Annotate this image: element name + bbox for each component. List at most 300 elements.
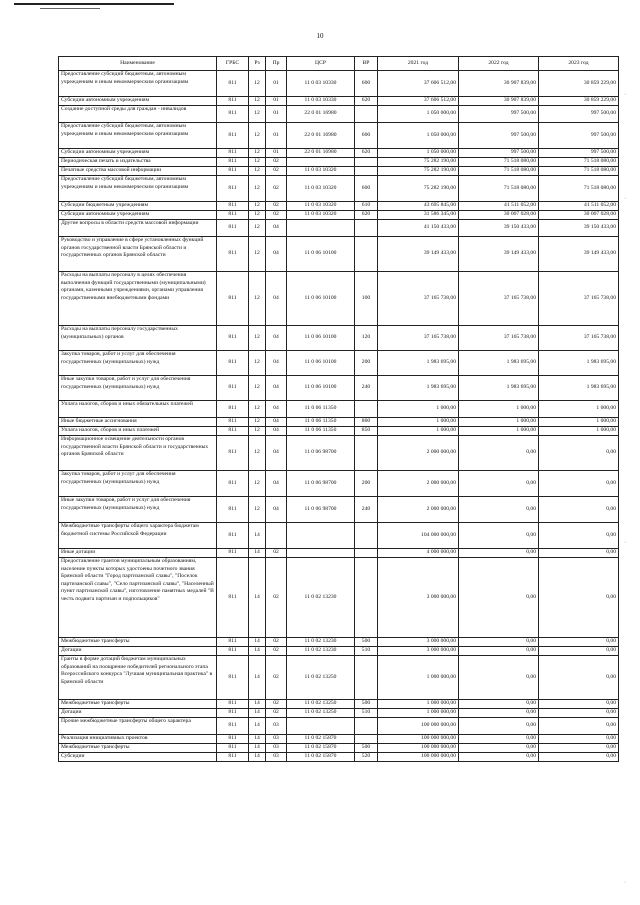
row-pr-cell <box>266 523 287 549</box>
row-pr-cell: 04 <box>266 497 287 523</box>
row-grbs-cell: 811 <box>217 647 249 656</box>
row-name-cell: Иные закупки товаров, работ и услуг для обеспечения государственных (муниципальных) нужд <box>59 497 217 523</box>
row-2021-cell: 1 050 000,00 <box>378 149 459 158</box>
table-row <box>59 176 619 202</box>
row-grbs-cell: 811 <box>217 549 249 558</box>
row-2022-cell: 71 518 080,00 <box>459 158 539 167</box>
row-pr-cell: 04 <box>266 272 287 326</box>
row-rz-cell: 12 <box>249 106 266 123</box>
table-row <box>59 744 619 753</box>
table-row <box>59 272 619 326</box>
row-2021-cell: 43 695 845,00 <box>378 202 459 211</box>
row-2022-cell: 0,00 <box>459 471 539 497</box>
row-pr-cell: 04 <box>266 237 287 272</box>
row-name-cell: Прочие межбюджетные трансферты общего характера <box>59 718 217 735</box>
row-grbs-cell: 811 <box>217 753 249 762</box>
row-2021-cell: 75 282 190,00 <box>378 167 459 176</box>
row-name-cell: Расходы на выплаты персоналу государственных (муниципальных) органов <box>59 326 217 351</box>
row-2021-cell: 1 050 000,00 <box>378 106 459 123</box>
row-2021-cell: 75 282 190,00 <box>378 158 459 167</box>
table-row <box>59 700 619 709</box>
row-grbs-cell: 811 <box>217 471 249 497</box>
row-csr-cell: 11 0 06 11350 <box>287 427 355 436</box>
row-2022-cell: 0,00 <box>459 638 539 647</box>
row-2023-cell: 0,00 <box>539 735 619 744</box>
table-row <box>59 220 619 237</box>
row-name-cell: Руководство и управление в сфере установленных функций органов государственной власти Брянской области и государственных органов Брянской области <box>59 237 217 272</box>
row-grbs-cell: 811 <box>217 220 249 237</box>
row-name-cell: Субсидии автономным учреждениям <box>59 97 217 106</box>
row-name-cell: Дотации <box>59 709 217 718</box>
row-pr-cell: 04 <box>266 351 287 376</box>
col-header-2022: 2022 год <box>459 57 539 71</box>
row-pr-cell: 04 <box>266 220 287 237</box>
table-row <box>59 718 619 735</box>
row-name-cell: Субсидии бюджетным учреждениям <box>59 202 217 211</box>
row-2021-cell: 75 282 190,00 <box>378 176 459 202</box>
table-row <box>59 106 619 123</box>
row-2022-cell: 39 150 433,00 <box>459 220 539 237</box>
row-rz-cell: 12 <box>249 97 266 106</box>
row-2021-cell: 1 000 000,00 <box>378 709 459 718</box>
row-pr-cell: 02 <box>266 700 287 709</box>
table-row <box>59 549 619 558</box>
row-2021-cell: 39 149 433,00 <box>378 237 459 272</box>
row-csr-cell: 11 0 02 13230 <box>287 638 355 647</box>
row-2023-cell: 0,00 <box>539 700 619 709</box>
col-header-2021: 2021 год <box>378 57 459 71</box>
row-vr-cell: 500 <box>355 638 378 647</box>
row-grbs-cell: 811 <box>217 401 249 418</box>
row-grbs-cell: 811 <box>217 123 249 149</box>
row-name-cell: Иные бюджетные ассигнования <box>59 418 217 427</box>
row-csr-cell <box>287 718 355 735</box>
row-2022-cell: 41 511 052,00 <box>459 202 539 211</box>
row-name-cell: Иные дотации <box>59 549 217 558</box>
table-row <box>59 753 619 762</box>
row-rz-cell: 12 <box>249 202 266 211</box>
row-2023-cell: 0,00 <box>539 753 619 762</box>
row-2022-cell: 0,00 <box>459 753 539 762</box>
row-csr-cell: 11 0 02 13250 <box>287 709 355 718</box>
row-name-cell: Межбюджетные трансферты <box>59 638 217 647</box>
row-2022-cell: 1 983 695,00 <box>459 351 539 376</box>
row-grbs-cell: 811 <box>217 418 249 427</box>
row-vr-cell <box>355 237 378 272</box>
row-grbs-cell: 811 <box>217 237 249 272</box>
row-2023-cell: 0,00 <box>539 497 619 523</box>
row-rz-cell: 12 <box>249 436 266 471</box>
row-2022-cell: 30 007 028,00 <box>459 211 539 220</box>
row-grbs-cell: 811 <box>217 71 249 97</box>
row-grbs-cell: 811 <box>217 211 249 220</box>
edge-mark: · <box>624 880 626 886</box>
row-pr-cell: 04 <box>266 326 287 351</box>
row-2022-cell: 0,00 <box>459 523 539 549</box>
row-csr-cell: 11 0 02 15870 <box>287 735 355 744</box>
row-2023-cell: 37 165 738,00 <box>539 326 619 351</box>
row-pr-cell: 04 <box>266 418 287 427</box>
row-pr-cell: 02 <box>266 709 287 718</box>
row-vr-cell <box>355 549 378 558</box>
table-row <box>59 326 619 351</box>
row-name-cell: Иные закупки товаров, работ и услуг для обеспечения государственных (муниципальных) нужд <box>59 376 217 401</box>
row-2021-cell: 100 000 000,00 <box>378 753 459 762</box>
row-2023-cell: 0,00 <box>539 558 619 638</box>
row-rz-cell: 14 <box>249 656 266 700</box>
row-2022-cell: 37 165 738,00 <box>459 326 539 351</box>
table-row <box>59 647 619 656</box>
row-2022-cell: 0,00 <box>459 656 539 700</box>
row-2023-cell: 997 500,00 <box>539 106 619 123</box>
col-header-vr: ВР <box>355 57 378 71</box>
table-header-row <box>59 57 619 71</box>
row-2023-cell: 30 859 229,00 <box>539 71 619 97</box>
row-2021-cell: 1 983 695,00 <box>378 376 459 401</box>
row-2022-cell: 30 907 839,00 <box>459 71 539 97</box>
row-2022-cell: 997 500,00 <box>459 149 539 158</box>
row-pr-cell: 04 <box>266 436 287 471</box>
row-2023-cell: 997 500,00 <box>539 123 619 149</box>
row-2023-cell: 30 007 028,00 <box>539 211 619 220</box>
row-vr-cell <box>355 656 378 700</box>
row-2021-cell: 100 000 000,00 <box>378 735 459 744</box>
row-vr-cell <box>355 718 378 735</box>
row-pr-cell: 01 <box>266 97 287 106</box>
row-rz-cell: 12 <box>249 71 266 97</box>
row-name-cell: Предоставление субсидий бюджетным, автономным учреждениям и иным некоммерческим организациям <box>59 71 217 97</box>
row-2022-cell: 0,00 <box>459 647 539 656</box>
table-row <box>59 471 619 497</box>
row-pr-cell: 01 <box>266 123 287 149</box>
row-2023-cell: 0,00 <box>539 471 619 497</box>
row-csr-cell: 11 0 06 10100 <box>287 272 355 326</box>
row-name-cell: Субсидии <box>59 753 217 762</box>
row-rz-cell: 14 <box>249 647 266 656</box>
row-csr-cell: 11 0 03 10320 <box>287 176 355 202</box>
row-pr-cell: 02 <box>266 638 287 647</box>
row-csr-cell: 11 0 06 10100 <box>287 351 355 376</box>
row-rz-cell: 12 <box>249 220 266 237</box>
row-grbs-cell: 811 <box>217 176 249 202</box>
row-name-cell: Предоставление субсидий бюджетным, автономным учреждениям и иным некоммерческим организациям <box>59 123 217 149</box>
row-name-cell: Уплата налогов, сборов и иных обязательных платежей <box>59 401 217 418</box>
row-rz-cell: 14 <box>249 753 266 762</box>
row-rz-cell: 12 <box>249 427 266 436</box>
row-csr-cell: 11 0 03 10320 <box>287 202 355 211</box>
row-vr-cell: 850 <box>355 427 378 436</box>
row-vr-cell: 520 <box>355 753 378 762</box>
row-2021-cell: 37 606 512,00 <box>378 97 459 106</box>
row-2021-cell: 3 000 000,00 <box>378 647 459 656</box>
row-2023-cell: 0,00 <box>539 709 619 718</box>
row-2022-cell: 0,00 <box>459 436 539 471</box>
row-rz-cell: 12 <box>249 351 266 376</box>
row-pr-cell: 02 <box>266 202 287 211</box>
row-csr-cell <box>287 158 355 167</box>
row-pr-cell: 03 <box>266 753 287 762</box>
table-row <box>59 735 619 744</box>
row-2023-cell: 71 518 080,00 <box>539 158 619 167</box>
row-pr-cell: 04 <box>266 376 287 401</box>
row-2023-cell: 1 983 695,00 <box>539 376 619 401</box>
row-2023-cell: 0,00 <box>539 638 619 647</box>
row-vr-cell <box>355 158 378 167</box>
row-pr-cell: 02 <box>266 647 287 656</box>
row-vr-cell: 800 <box>355 418 378 427</box>
row-2021-cell: 2 000 000,00 <box>378 497 459 523</box>
row-2022-cell: 0,00 <box>459 735 539 744</box>
row-rz-cell: 12 <box>249 418 266 427</box>
row-csr-cell: 11 0 06 98700 <box>287 436 355 471</box>
row-vr-cell <box>355 735 378 744</box>
row-rz-cell: 12 <box>249 158 266 167</box>
row-2022-cell: 997 500,00 <box>459 106 539 123</box>
row-2023-cell: 71 518 080,00 <box>539 167 619 176</box>
row-2021-cell: 31 586 345,00 <box>378 211 459 220</box>
row-rz-cell: 14 <box>249 735 266 744</box>
table-row <box>59 211 619 220</box>
table-row <box>59 656 619 700</box>
row-csr-cell: 11 0 02 15870 <box>287 753 355 762</box>
row-2023-cell: 30 859 229,00 <box>539 97 619 106</box>
row-2022-cell: 997 500,00 <box>459 123 539 149</box>
col-header-2023: 2023 год <box>539 57 619 71</box>
table-row <box>59 97 619 106</box>
row-2021-cell: 1 983 695,00 <box>378 351 459 376</box>
row-2022-cell: 1 000,00 <box>459 427 539 436</box>
row-grbs-cell: 811 <box>217 700 249 709</box>
row-csr-cell: 11 0 03 10330 <box>287 71 355 97</box>
row-name-cell: Уплата налогов, сборов и иных платежей <box>59 427 217 436</box>
row-2023-cell: 0,00 <box>539 656 619 700</box>
row-csr-cell: 11 0 06 10100 <box>287 326 355 351</box>
row-2021-cell: 1 000,00 <box>378 418 459 427</box>
col-header-grbs: ГРБС <box>217 57 249 71</box>
table-row <box>59 418 619 427</box>
col-header-rz: Рз <box>249 57 266 71</box>
row-csr-cell: 11 0 06 10100 <box>287 237 355 272</box>
row-2021-cell: 1 000 000,00 <box>378 656 459 700</box>
row-2021-cell: 41 150 433,00 <box>378 220 459 237</box>
col-header-pr: Пр <box>266 57 287 71</box>
row-name-cell: Закупка товаров, работ и услуг для обеспечения государственных (муниципальных) нужд <box>59 471 217 497</box>
row-2021-cell: 2 000 000,00 <box>378 471 459 497</box>
row-name-cell: Дотации <box>59 647 217 656</box>
table-row <box>59 158 619 167</box>
row-2022-cell: 30 907 839,00 <box>459 97 539 106</box>
row-pr-cell: 02 <box>266 176 287 202</box>
row-vr-cell: 500 <box>355 700 378 709</box>
row-grbs-cell: 811 <box>217 167 249 176</box>
row-2022-cell: 0,00 <box>459 744 539 753</box>
edge-mark: · <box>624 540 626 546</box>
row-grbs-cell: 811 <box>217 106 249 123</box>
row-rz-cell: 12 <box>249 123 266 149</box>
row-grbs-cell: 811 <box>217 376 249 401</box>
row-2022-cell: 0,00 <box>459 549 539 558</box>
row-2023-cell: 1 000,00 <box>539 427 619 436</box>
row-vr-cell: 620 <box>355 149 378 158</box>
col-header-csr: ЦСР <box>287 57 355 71</box>
row-2021-cell: 37 165 738,00 <box>378 326 459 351</box>
row-2021-cell: 100 000 000,00 <box>378 718 459 735</box>
row-2023-cell: 997 500,00 <box>539 149 619 158</box>
row-grbs-cell: 811 <box>217 326 249 351</box>
table-row <box>59 427 619 436</box>
row-2023-cell: 0,00 <box>539 744 619 753</box>
row-grbs-cell: 811 <box>217 351 249 376</box>
row-vr-cell <box>355 401 378 418</box>
row-pr-cell: 02 <box>266 158 287 167</box>
row-csr-cell: 11 0 06 11350 <box>287 418 355 427</box>
row-2022-cell: 37 165 738,00 <box>459 272 539 326</box>
row-grbs-cell: 811 <box>217 558 249 638</box>
row-vr-cell: 600 <box>355 123 378 149</box>
row-name-cell: Предоставление субсидий бюджетным, автономным учреждениям и иным некоммерческим организациям <box>59 176 217 202</box>
row-2023-cell: 0,00 <box>539 718 619 735</box>
row-rz-cell: 14 <box>249 549 266 558</box>
row-2023-cell: 0,00 <box>539 436 619 471</box>
row-2021-cell: 104 000 000,00 <box>378 523 459 549</box>
row-vr-cell <box>355 106 378 123</box>
row-name-cell: Расходы на выплаты персоналу в целях обеспечения выполнения функций государственными (муниципальными) органами, казенными учреждениями, органами управления государственными внебюджетными фондами <box>59 272 217 326</box>
row-pr-cell: 01 <box>266 149 287 158</box>
edge-mark: · <box>624 196 626 202</box>
row-csr-cell: 11 0 06 98700 <box>287 497 355 523</box>
row-csr-cell: 11 0 06 10100 <box>287 376 355 401</box>
row-pr-cell: 04 <box>266 427 287 436</box>
row-csr-cell <box>287 220 355 237</box>
row-2023-cell: 39 149 433,00 <box>539 237 619 272</box>
row-rz-cell: 14 <box>249 709 266 718</box>
row-2023-cell: 0,00 <box>539 523 619 549</box>
row-2021-cell: 4 000 000,00 <box>378 549 459 558</box>
row-2021-cell: 37 165 738,00 <box>378 272 459 326</box>
row-rz-cell: 12 <box>249 149 266 158</box>
row-2021-cell: 1 000 000,00 <box>378 700 459 709</box>
row-csr-cell: 11 0 02 13230 <box>287 558 355 638</box>
row-2021-cell: 2 000 000,00 <box>378 436 459 471</box>
row-name-cell: Информационное освещение деятельности органов государственной власти Брянской области и государственных органов Брянской области <box>59 436 217 471</box>
col-header-name: Наименование <box>59 57 217 71</box>
row-vr-cell <box>355 167 378 176</box>
row-rz-cell: 12 <box>249 167 266 176</box>
table-row <box>59 123 619 149</box>
row-csr-cell: 11 0 02 13250 <box>287 700 355 709</box>
row-grbs-cell: 811 <box>217 709 249 718</box>
row-2023-cell: 1 000,00 <box>539 401 619 418</box>
row-csr-cell: 22 0 01 16980 <box>287 106 355 123</box>
row-name-cell: Субсидии автономным учреждениям <box>59 149 217 158</box>
row-csr-cell: 11 0 02 13230 <box>287 647 355 656</box>
row-rz-cell: 12 <box>249 272 266 326</box>
row-grbs-cell: 811 <box>217 158 249 167</box>
row-pr-cell: 01 <box>266 106 287 123</box>
row-csr-cell: 11 0 03 10320 <box>287 167 355 176</box>
row-2021-cell: 1 000,00 <box>378 401 459 418</box>
row-2021-cell: 3 000 000,00 <box>378 558 459 638</box>
row-vr-cell <box>355 558 378 638</box>
table-row <box>59 709 619 718</box>
row-pr-cell: 01 <box>266 71 287 97</box>
row-vr-cell: 510 <box>355 709 378 718</box>
row-pr-cell: 02 <box>266 558 287 638</box>
row-csr-cell: 22 0 01 16980 <box>287 149 355 158</box>
scan-artifact-line <box>40 8 100 9</box>
row-pr-cell: 02 <box>266 211 287 220</box>
table-row <box>59 202 619 211</box>
row-name-cell: Межбюджетные трансферты <box>59 744 217 753</box>
row-2022-cell: 1 983 695,00 <box>459 376 539 401</box>
row-vr-cell: 610 <box>355 202 378 211</box>
row-csr-cell: 11 0 03 10320 <box>287 211 355 220</box>
row-grbs-cell: 811 <box>217 97 249 106</box>
row-pr-cell: 03 <box>266 744 287 753</box>
budget-table <box>58 56 619 762</box>
table-row <box>59 558 619 638</box>
row-vr-cell: 200 <box>355 351 378 376</box>
row-name-cell: Реализация инициативных проектов <box>59 735 217 744</box>
row-csr-cell: 22 0 01 16980 <box>287 123 355 149</box>
row-name-cell: Закупка товаров, работ и услуг для обеспечения государственных (муниципальных) нужд <box>59 351 217 376</box>
row-rz-cell: 12 <box>249 211 266 220</box>
row-rz-cell: 14 <box>249 558 266 638</box>
row-rz-cell: 12 <box>249 326 266 351</box>
table-row <box>59 436 619 471</box>
row-rz-cell: 14 <box>249 718 266 735</box>
row-2022-cell: 71 518 080,00 <box>459 167 539 176</box>
row-grbs-cell: 811 <box>217 638 249 647</box>
table-row <box>59 376 619 401</box>
row-csr-cell: 11 0 02 13250 <box>287 656 355 700</box>
row-grbs-cell: 811 <box>217 656 249 700</box>
row-pr-cell: 04 <box>266 471 287 497</box>
row-2023-cell: 37 165 738,00 <box>539 272 619 326</box>
row-grbs-cell: 811 <box>217 735 249 744</box>
row-vr-cell: 620 <box>355 211 378 220</box>
row-rz-cell: 12 <box>249 376 266 401</box>
row-grbs-cell: 811 <box>217 202 249 211</box>
row-2021-cell: 37 606 512,00 <box>378 71 459 97</box>
scan-artifact-line <box>14 3 174 5</box>
table-row <box>59 167 619 176</box>
row-vr-cell: 510 <box>355 647 378 656</box>
row-vr-cell: 240 <box>355 497 378 523</box>
table-row <box>59 523 619 549</box>
table-row <box>59 401 619 418</box>
row-2023-cell: 0,00 <box>539 647 619 656</box>
row-rz-cell: 14 <box>249 744 266 753</box>
row-rz-cell: 12 <box>249 237 266 272</box>
row-name-cell: Гранты в форме дотаций бюджетам муниципальных образований на поощрение победителей регионального этапа Всероссийского конкурса "Лучшая муниципальная практика" в Брянской области <box>59 656 217 700</box>
row-2023-cell: 1 983 695,00 <box>539 351 619 376</box>
row-vr-cell: 100 <box>355 272 378 326</box>
row-2022-cell: 0,00 <box>459 718 539 735</box>
table-row <box>59 71 619 97</box>
row-2021-cell: 100 000 000,00 <box>378 744 459 753</box>
row-2021-cell: 3 000 000,00 <box>378 638 459 647</box>
table-row <box>59 237 619 272</box>
row-rz-cell: 12 <box>249 401 266 418</box>
edge-mark: · <box>624 92 626 98</box>
row-name-cell: Субсидии автономным учреждениям <box>59 211 217 220</box>
row-name-cell: Межбюджетные трансферты общего характера бюджетам бюджетной системы Российской Федерации <box>59 523 217 549</box>
row-2022-cell: 0,00 <box>459 558 539 638</box>
row-2022-cell: 0,00 <box>459 700 539 709</box>
row-vr-cell: 240 <box>355 376 378 401</box>
row-grbs-cell: 811 <box>217 272 249 326</box>
